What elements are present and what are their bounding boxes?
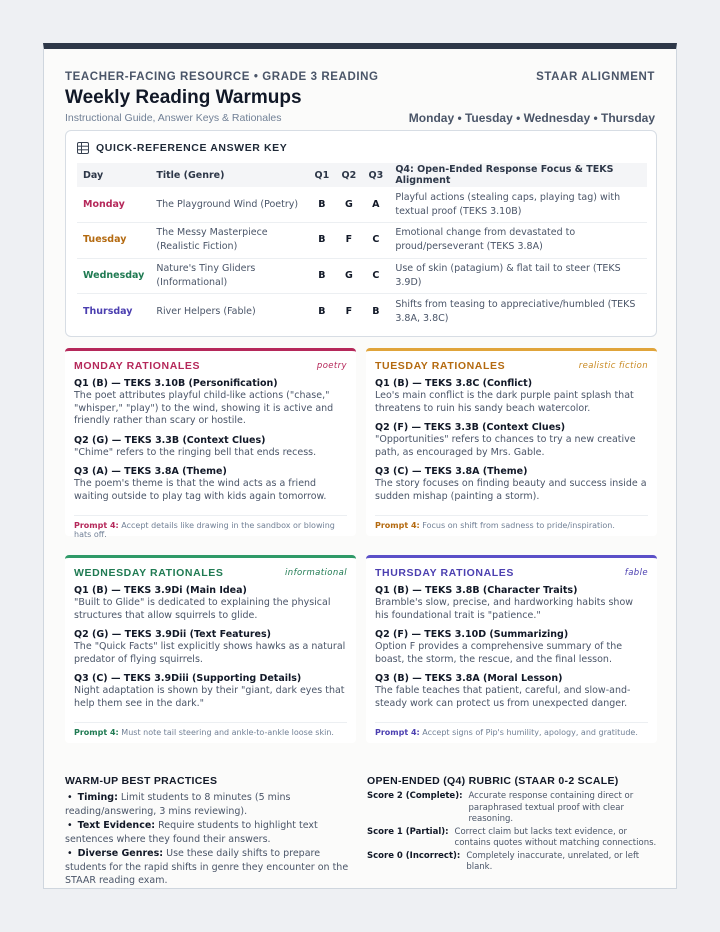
best-practices-section <box>65 775 355 889</box>
item-label: Diverse Genres: <box>77 848 164 859</box>
rationale-question: Q3 (C) — TEKS 3.9Diii (Supporting Details) <box>74 673 302 684</box>
item-label: Timing: <box>77 792 118 803</box>
item-text: Use these daily shifts to prepare students for the rapid shifts in genre they encounter on the STAAR reading exam. <box>65 848 349 886</box>
rationale-text: "Chime" refers to the ringing bell that ends recess. <box>74 446 317 458</box>
answer-key-title: QUICK-REFERENCE ANSWER KEY <box>96 142 288 154</box>
item-label: Text Evidence: <box>77 820 156 831</box>
header-kicker: TEACHER-FACING RESOURCE • GRADE 3 READING <box>65 71 379 83</box>
q4-cell: Emotional change from devastated to proud/perseverant (TEKS 3.8A) <box>389 223 647 259</box>
rubric-title: OPEN-ENDED (Q4) RUBRIC (STAAR 0-2 SCALE) <box>367 775 619 787</box>
rationale-question: Q3 (C) — TEKS 3.8A (Theme) <box>375 466 528 477</box>
header-alignment: STAAR ALIGNMENT <box>536 71 655 83</box>
answer-cell: A <box>362 187 389 223</box>
answer-cell: G <box>335 258 362 294</box>
rationale-text: The poet attributes playful child-like actions ("chase," "whisper," "play") to the wind, showing it is active and friendly rather than scary or hostile. <box>74 390 334 426</box>
table-row <box>77 223 647 259</box>
answer-cell: F <box>345 305 353 317</box>
page <box>43 43 677 889</box>
rationale-text: The fable teaches that patient, careful, and slow-and-steady work can protect us from unexpected danger. <box>375 685 631 709</box>
prompt-text: Focus on shift from sadness to pride/inspiration. <box>422 521 615 530</box>
card-title: WEDNESDAY RATIONALES <box>74 567 224 579</box>
col-header: Title (Genre) <box>150 163 308 187</box>
rubric-desc: Accurate response containing direct or paraphrased textual proof with clear reasoning. <box>468 791 634 824</box>
page-title: Weekly Reading Warmups <box>65 87 302 108</box>
answer-cell: C <box>362 258 389 294</box>
item-text: Require students to highlight text sentences where they found their answers. <box>65 820 318 845</box>
prompt-label: Prompt 4: <box>375 728 420 737</box>
col-header: Q2 <box>335 163 362 187</box>
prompt-note <box>74 722 347 743</box>
list-item <box>65 791 355 818</box>
rationale-text: Night adaptation is shown by their "giant, dark eyes that help them see in the dark." <box>74 685 345 709</box>
q4-cell: Use of skin (patagium) & flat tail to steer (TEKS 3.9D) <box>389 258 647 294</box>
rationale-question: Q1 (B) — TEKS 3.8C (Conflict) <box>375 378 533 389</box>
rationale-text: "Opportunities" refers to chances to try a new creative path, as encouraged by Mrs. Gable. <box>375 434 636 458</box>
col-header: Q1 <box>308 163 335 187</box>
prompt-label: Prompt 4: <box>74 728 119 737</box>
rationale-text: Bramble's slow, precise, and hardworking habits show his foundational trait is "patience." <box>375 597 634 621</box>
answer-key-panel <box>65 130 657 337</box>
rationale-question: Q2 (F) — TEKS 3.10D (Summarizing) <box>375 629 569 640</box>
rubric-desc: Correct claim but lacks text evidence, or contains quotes without matching connections. <box>454 826 657 848</box>
rationale-question: Q2 (G) — TEKS 3.3B (Context Clues) <box>74 434 266 446</box>
rubric-row <box>367 851 657 874</box>
day-cell: Thursday <box>83 305 133 317</box>
rationale-question: Q2 (F) — TEKS 3.3B (Context Clues) <box>375 422 566 433</box>
prompt-text: Must note tail steering and ankle-to-ankle loose skin. <box>121 728 334 737</box>
rationale-question: Q1 (B) — TEKS 3.8B (Character Traits) <box>375 585 578 596</box>
rubric-desc: Completely inaccurate, unrelated, or left blank. <box>466 850 640 872</box>
rationale-text: "Built to Glide" is dedicated to explaining the physical structures that allow squirrels to glide. <box>74 597 331 621</box>
answer-cell: B <box>308 258 335 294</box>
title-cell: The Playground Wind (Poetry) <box>150 187 308 223</box>
rationale-text: The story focuses on finding beauty and success inside a sudden mishap (painting a storm). <box>375 478 647 502</box>
table-row <box>77 187 647 223</box>
day-cell: Wednesday <box>77 258 150 294</box>
prompt-note <box>375 515 648 536</box>
prompt-label: Prompt 4: <box>375 521 420 530</box>
monday-rationales-card <box>65 348 356 539</box>
col-header: Q4: Open-Ended Response Focus & TEKS Alignment <box>389 163 647 187</box>
prompt-text: Accept details like drawing in the sandbox or blowing hats off. <box>74 521 335 539</box>
genre-tag: poetry <box>316 361 347 371</box>
rationale-text: The poem's theme is that the wind acts as a friend waiting outside to play tag with kids again tomorrow. <box>74 478 327 502</box>
genre-tag: fable <box>624 568 648 578</box>
prompt-note <box>375 722 648 743</box>
col-header: Day <box>77 163 150 187</box>
rationale-question: Q3 (B) — TEKS 3.8A (Moral Lesson) <box>375 673 563 684</box>
rationale-question: Q3 (A) — TEKS 3.8A (Theme) <box>74 466 227 477</box>
day-cell: Tuesday <box>77 223 150 259</box>
rubric-score: Score 1 (Partial): <box>367 826 449 837</box>
col-header: Q3 <box>362 163 389 187</box>
card-title: THURSDAY RATIONALES <box>375 567 514 579</box>
prompt-note <box>74 515 347 539</box>
table-icon <box>77 142 89 154</box>
table-row <box>77 294 647 330</box>
page-subtitle: Instructional Guide, Answer Keys & Rationales <box>65 112 282 124</box>
title-cell: Nature's Tiny Gliders (Informational) <box>150 258 308 294</box>
rationale-text: The "Quick Facts" list explicitly shows hawks as a natural predator of flying squirrels. <box>74 641 346 665</box>
answer-cell: F <box>335 223 362 259</box>
wednesday-rationales-card <box>65 555 356 743</box>
item-text: Limit students to 8 minutes (5 mins reading/answering, 3 mins reviewing). <box>65 792 291 817</box>
title-cell: River Helpers (Fable) <box>156 305 256 317</box>
q4-cell: Shifts from teasing to appreciative/humbled (TEKS 3.8A, 3.8C) <box>395 298 636 324</box>
rubric-section <box>367 775 657 875</box>
rationale-question: Q1 (B) — TEKS 3.9Di (Main Idea) <box>74 585 247 596</box>
answer-cell: G <box>335 187 362 223</box>
rubric-score: Score 0 (Incorrect): <box>367 850 461 861</box>
rationale-text: Option F provides a comprehensive summary of the boast, the storm, the rescue, and the final lesson. <box>375 641 623 665</box>
card-title: TUESDAY RATIONALES <box>375 360 506 372</box>
thursday-rationales-card <box>366 555 657 743</box>
title-cell: The Messy Masterpiece (Realistic Fiction) <box>150 223 308 259</box>
genre-tag: realistic fiction <box>578 361 648 371</box>
answer-cell: B <box>308 187 335 223</box>
header <box>65 65 655 135</box>
rationale-question: Q1 (B) — TEKS 3.10B (Personification) <box>74 378 278 389</box>
tuesday-rationales-card <box>366 348 657 536</box>
answer-key-table <box>77 163 647 329</box>
table-row <box>77 258 647 294</box>
prompt-label: Prompt 4: <box>74 521 119 530</box>
answer-cell: C <box>362 223 389 259</box>
prompt-text: Accept signs of Pip's humility, apology, and gratitude. <box>422 728 638 737</box>
list-item <box>65 819 355 846</box>
rationale-question: Q2 (G) — TEKS 3.9Dii (Text Features) <box>74 629 271 640</box>
rationale-text: Leo's main conflict is the dark purple paint splash that threatens to ruin his sandy beach watercolor. <box>375 390 634 414</box>
answer-cell: B <box>318 305 326 317</box>
list-item <box>65 847 355 888</box>
card-title: MONDAY RATIONALES <box>74 360 201 372</box>
header-days: Monday • Tuesday • Wednesday • Thursday <box>408 111 655 125</box>
q4-cell: Playful actions (stealing caps, playing tag) with textual proof (TEKS 3.10B) <box>389 187 647 223</box>
table-header-row <box>77 163 647 187</box>
answer-cell: B <box>308 223 335 259</box>
answer-cell: B <box>372 305 380 317</box>
rubric-row <box>367 827 657 850</box>
best-practices-title: WARM-UP BEST PRACTICES <box>65 775 218 787</box>
genre-tag: informational <box>285 568 347 578</box>
rubric-score: Score 2 (Complete): <box>367 791 463 801</box>
rubric-row <box>367 791 657 826</box>
day-cell: Monday <box>77 187 150 223</box>
